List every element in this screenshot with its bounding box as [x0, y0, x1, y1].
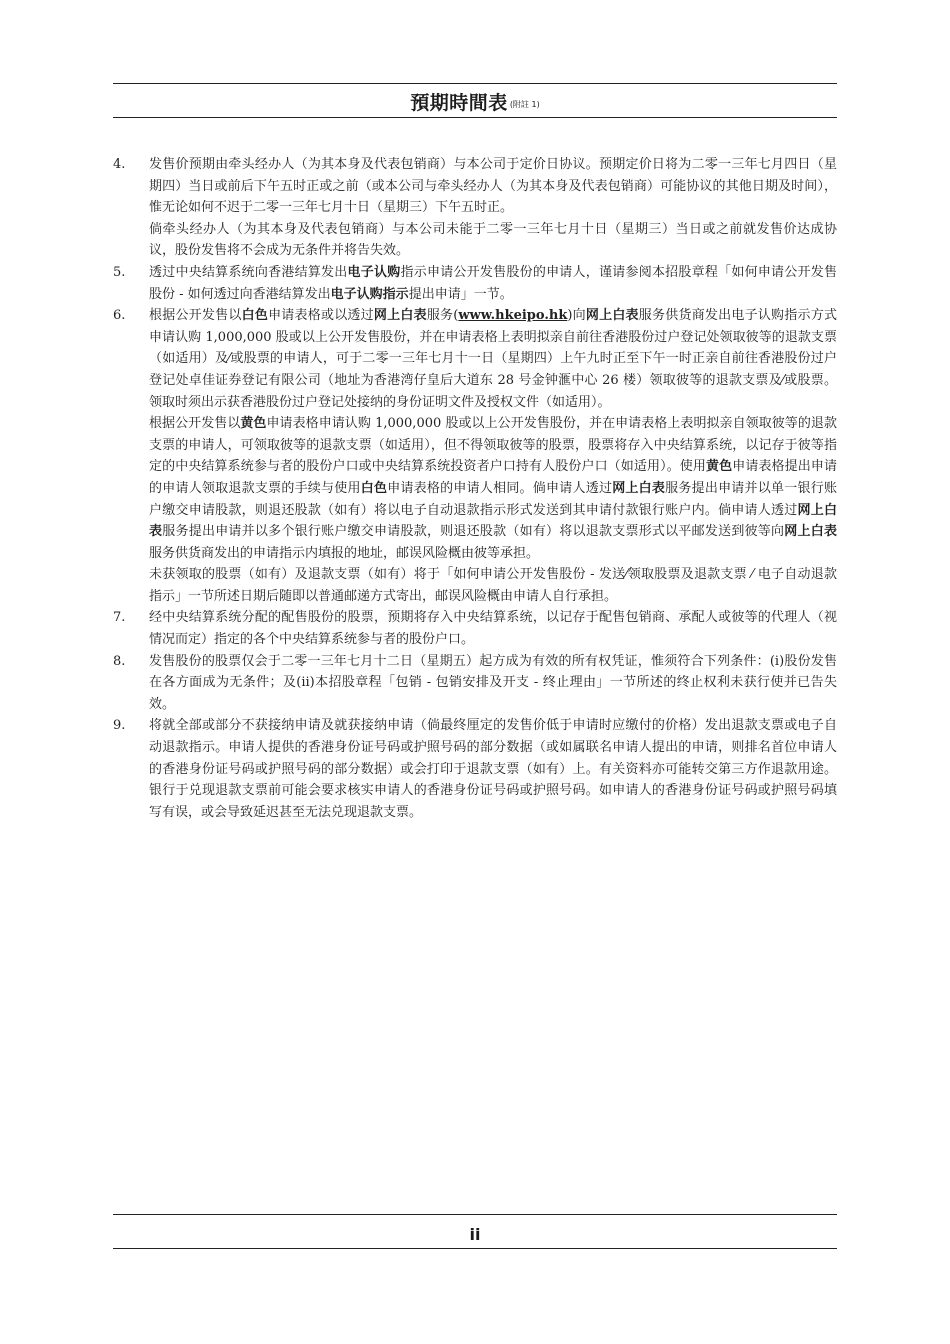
page-title [113, 88, 837, 115]
text-run: 服务供货商发出的申请指示内填报的地址，邮误风险概由彼等承担。 [149, 545, 540, 561]
note-4-para-2: 倘牵头经办人（为其本身及代表包销商）与本公司未能于二零一三年七月十日（星期三）当日或之前就发售价达成协议，股份发售将不会成为无条件并将告失效。 [149, 221, 837, 259]
note-number: 6. [113, 308, 126, 324]
text-run: 根据公开发售以 [149, 308, 242, 324]
bold-term: 电子认购 [347, 264, 401, 280]
footer-bottom-rule [113, 1248, 837, 1249]
footer-top-rule [113, 1214, 837, 1215]
text-run: 服务提出申请并以多个银行账户缴交申请股款，则退还股款（如有）将以退款支票形式以平邮发送到彼等向 [162, 524, 785, 540]
bold-term: 网上白表 [585, 308, 639, 324]
bold-term: 网上白表 [149, 502, 837, 540]
bold-term: 白色 [360, 480, 388, 496]
page-title-note: (附註 1) [509, 100, 540, 109]
note-number: 8. [113, 653, 126, 669]
text-run: )向 [567, 308, 586, 324]
text-run: 服务( [426, 308, 459, 324]
text-run: 申请表格申请认购 1,000,000 股或以上公开发售股份，并在申请表格上表明拟亲自领取彼等的退款支票的申请人，可领取彼等的退款支票（如适用），但不得领取彼等的股票，股票将存入中央结算系统，以记存于彼等指定的中央结算系统参与者的股份户口或中央结算系统投资者户口持有人股份户口（如适用）。使用 [149, 416, 837, 475]
text-run: 提出申请」一节。 [408, 286, 513, 302]
text-run: 根据公开发售以 [149, 416, 241, 432]
note-number: 7. [113, 610, 126, 626]
note-5-para [149, 262, 837, 305]
note-6-para-1 [149, 305, 837, 413]
note-number: 4. [113, 157, 126, 172]
bold-term: 黄色 [706, 459, 733, 475]
note-6-para-3: 未获领取的股票（如有）及退款支票（如有）将于「如何申请公开发售股份 - 发送⁄领取股票及退款支票 ⁄ 电子自动退款指示」一节所述日期后随即以普通邮递方式寄出，邮误风险概由申请人自行承担。 [149, 567, 837, 604]
note-6-para-2 [149, 413, 837, 564]
header-top-rule [113, 83, 837, 84]
note-5 [113, 262, 837, 305]
notes-list [113, 154, 837, 823]
note-7-para: 经中央结算系统分配的配售股份的股票，预期将存入中央结算系统，以记存于配售包销商、承配人或彼等的代理人（视情况而定）指定的各个中央结算系统参与者的股份户口。 [149, 610, 837, 648]
text-run: 申请表格的申请人相同。倘申请人透过 [387, 480, 613, 496]
bold-term: 网上白表 [373, 308, 427, 324]
text-run: 透过中央结算系统向香港结算发出 [149, 264, 348, 280]
page-number: ii [469, 1225, 481, 1244]
note-number: 9. [113, 718, 126, 734]
note-8-para: 发售股份的股票仅会于二零一三年七月十二日（星期五）起方成为有效的所有权凭证，惟须符合下列条件：(i)股份发售在各方面成为无条件；及(ii)本招股章程「包销 - 包销安排及开支 - 终止理由」一节所述的终止权利未获行使并已告失效。 [149, 653, 837, 712]
bold-term: 网上白表 [784, 524, 837, 540]
note-number: 5. [113, 264, 126, 280]
text-run: 服务提出申请并以单一银行账户缴交申请股款，则退还股款（如有）将以电子自动退款指示形式发送到其申请付款银行账户内。倘申请人透过 [149, 480, 837, 518]
note-4 [113, 154, 837, 262]
text-run: 指示申请公开发售股份的申请人，谨请参阅本招股章程「如何申请公开发售股份 - 如何透过向香港结算发出 [149, 264, 837, 302]
text-run: 申请表格或以透过 [268, 308, 374, 324]
note-8 [113, 651, 837, 716]
note-4-para-1: 发售价预期由牵头经办人（为其本身及代表包销商）与本公司于定价日协议。预期定价日将为二零一三年七月四日（星期四）当日或前后下午五时正或之前（或本公司与牵头经办人（为其本身及代表包销商）可能协议的其他日期及时间），惟无论如何不迟于二零一三年七月十日（星期三）下午五时正。 [149, 157, 837, 216]
header-bottom-rule [113, 117, 837, 118]
note-9 [113, 715, 837, 823]
note-6 [113, 305, 837, 607]
note-9-para: 将就全部或部分不获接纳申请及就获接纳申请（倘最终厘定的发售价低于申请时应缴付的价格）发出退款支票或电子自动退款指示。申请人提供的香港身份证号码或护照号码的部分数据（或如属联名申请人提出的申请，则排名首位申请人的香港身份证号码或护照号码的部分数据）或会打印于退款支票（如有）上。有关资料亦可能转交第三方作退款用途。银行于兑现退款支票前可能会要求核实申请人的香港身份证号码或护照号码。如申请人的香港身份证号码或护照号码填写有误，或会导致延迟甚至无法兑现退款支票。 [149, 718, 837, 820]
bold-term: 网上白表 [612, 480, 666, 496]
bold-term: 白色 [241, 308, 269, 324]
page-title-text: 預期時間表 [410, 92, 508, 114]
note-7 [113, 607, 837, 650]
text-run: 申请表格提出申请的申请人领取退款支票的手续与使用 [149, 459, 837, 496]
bold-term: 电子认购指示 [330, 286, 409, 302]
hkeipo-link[interactable]: www.hkeipo.hk [458, 308, 568, 324]
text-run: 服务供货商发出电子认购指示方式申请认购 1,000,000 股或以上公开发售股份，并在申请表格上表明拟亲自前往香港股份过户登记处领取彼等的退款支票（如适用）及⁄或股票的申请人，可于二零一三年七月十一日（星期四）上午九时正至下午一时正亲自前往香港股份过户登记处卓佳证券登记有限公司（地址为香港湾仔皇后大道东 28 号金钟滙中心 26 楼）领取彼等的退款支票及⁄或股票。领取时须出示获香港股份过户登记处接纳的身份证明文件及授权文件（如适用）。 [149, 308, 837, 410]
bold-term: 黄色 [240, 416, 267, 432]
